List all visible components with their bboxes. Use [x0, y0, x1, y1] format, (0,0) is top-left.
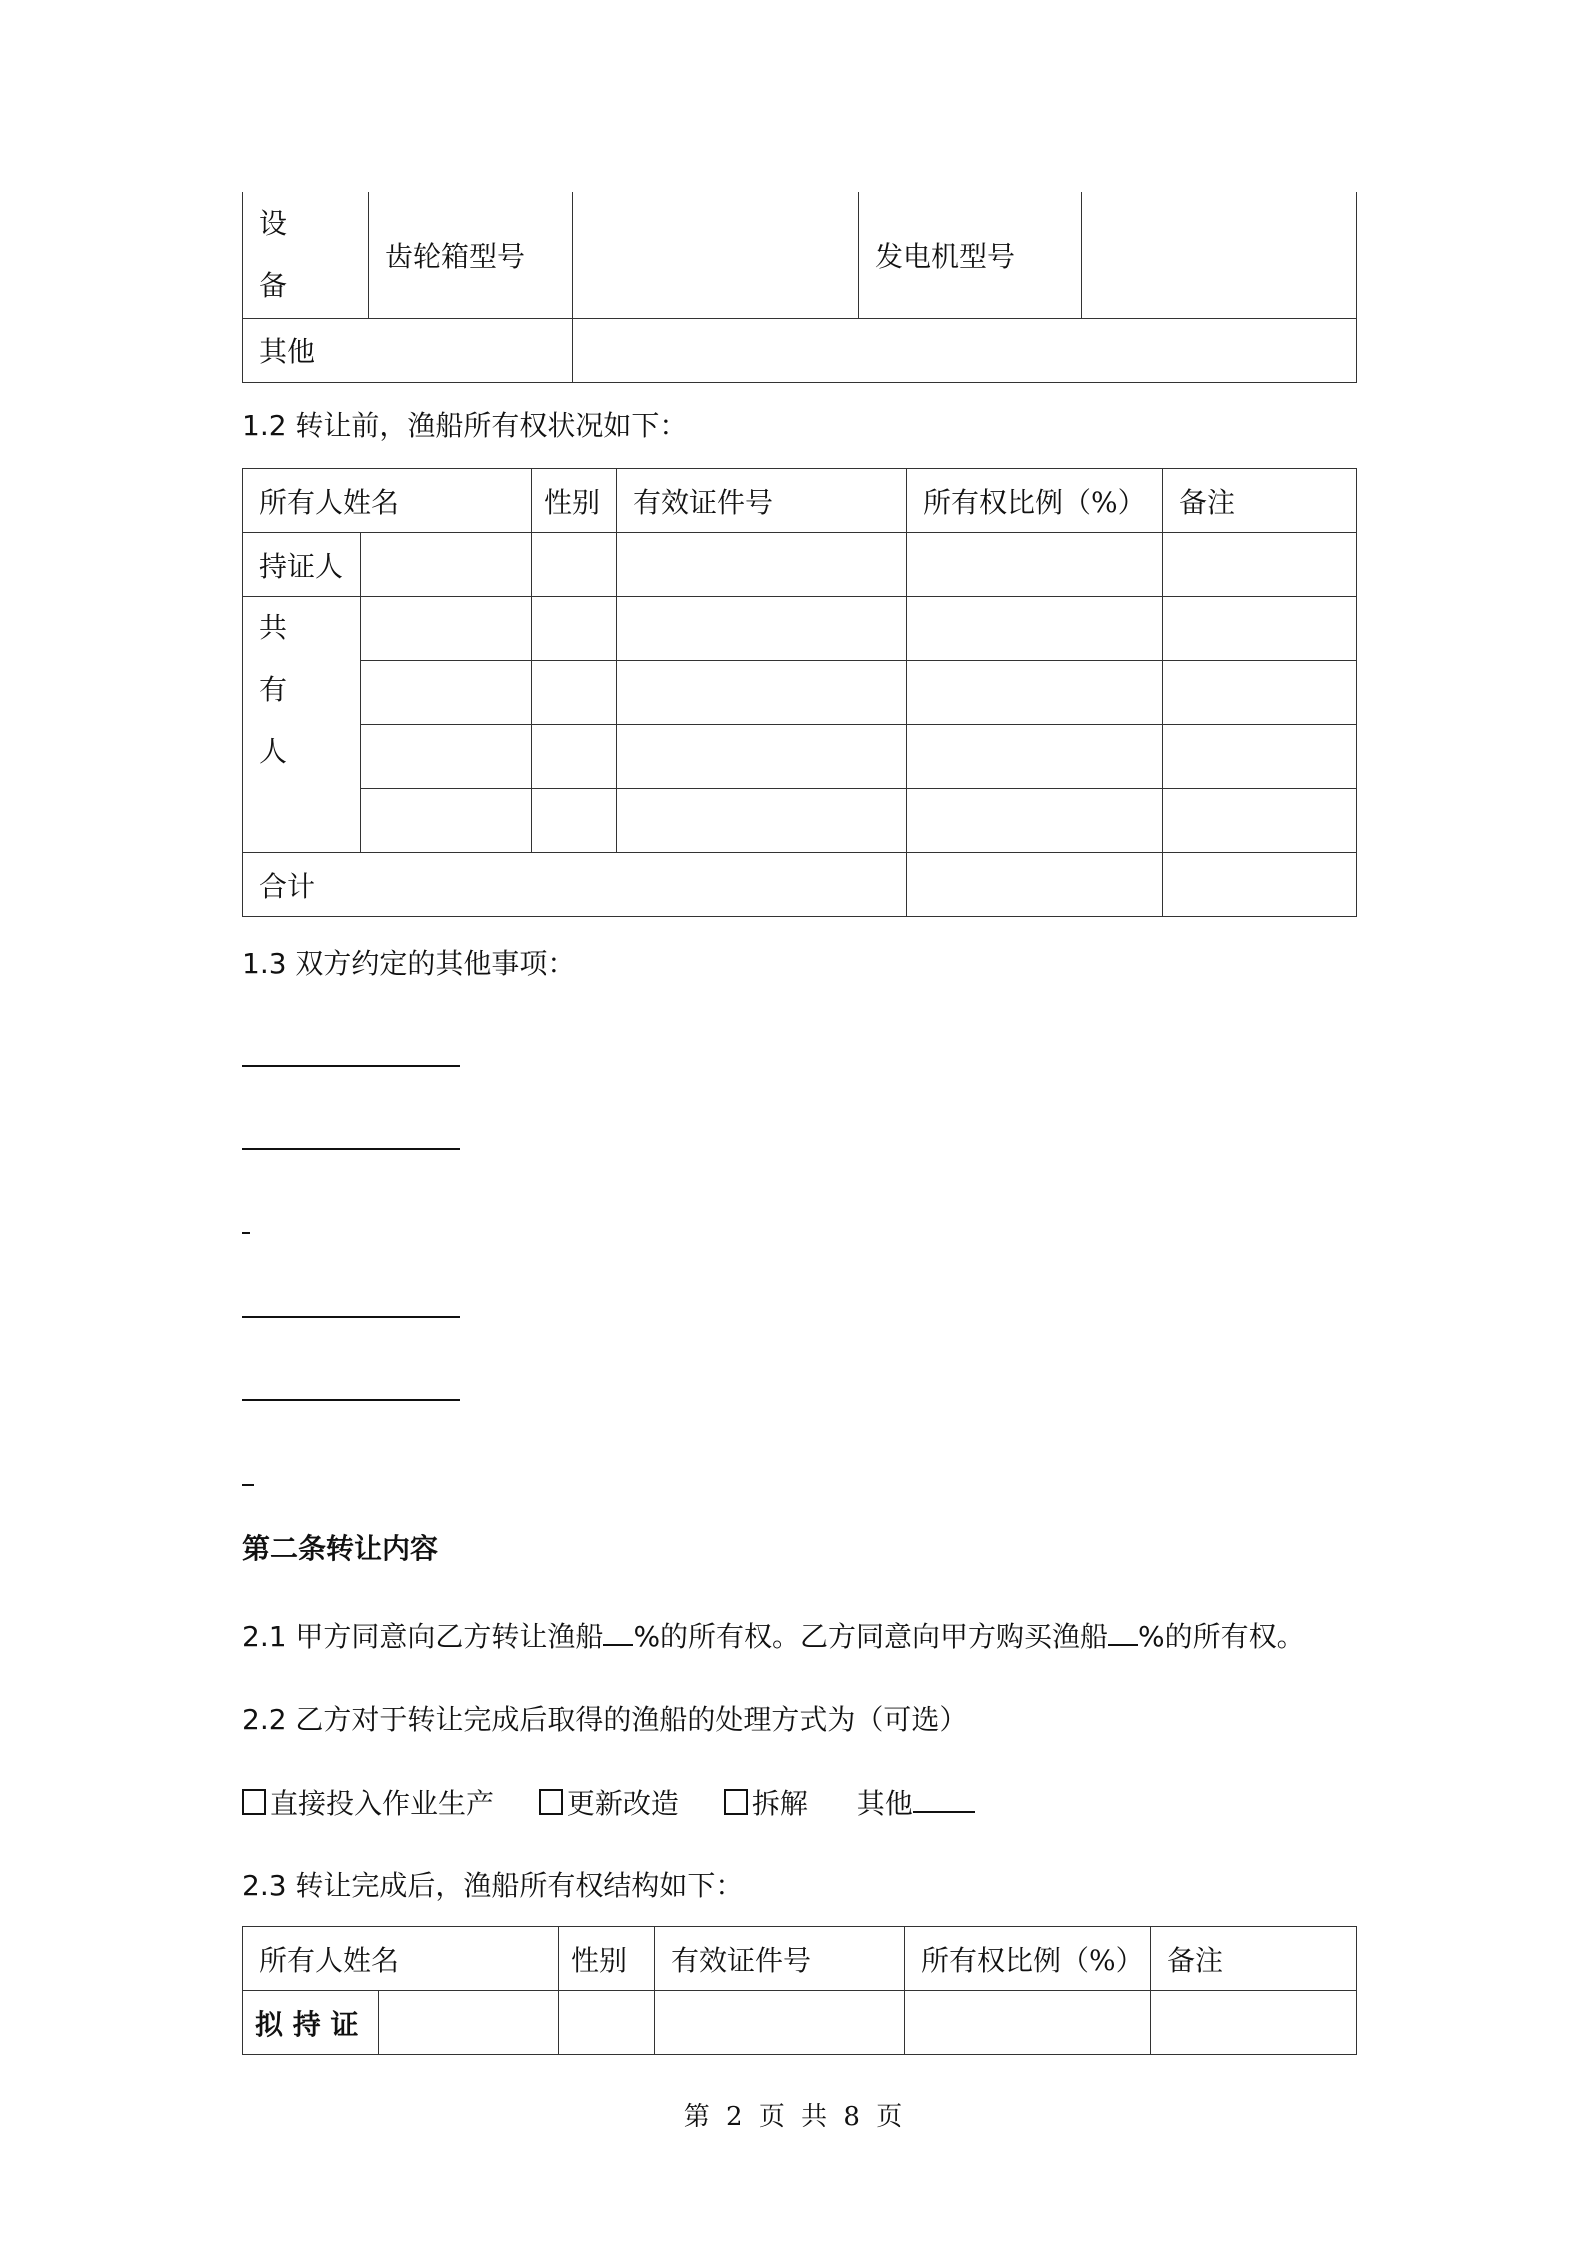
holder-gender-cell[interactable]: [532, 533, 617, 597]
co-owner-gender-cell[interactable]: [532, 725, 617, 789]
holder-label: 持证人: [243, 533, 361, 597]
holder-name-cell[interactable]: [361, 533, 532, 597]
header-ownership-ratio: 所有权比例（%）: [907, 469, 1163, 533]
co-owner-id-cell[interactable]: [617, 661, 907, 725]
co-owner-id-cell[interactable]: [617, 725, 907, 789]
co-owner-id-cell[interactable]: [617, 789, 907, 853]
purchase-percent-blank[interactable]: [1108, 1618, 1138, 1646]
blank-line[interactable]: [242, 1148, 460, 1150]
gearbox-model-label: 齿轮箱型号: [369, 192, 573, 318]
header-remarks: 备注: [1163, 469, 1357, 533]
header-remarks: 备注: [1151, 1927, 1357, 1991]
option-direct-production[interactable]: 直接投入作业生产: [242, 1787, 494, 1820]
clause-2-1: 2.1 甲方同意向乙方转让渔船 %的所有权。乙方同意向甲方购买渔船 %的所有权。: [242, 1620, 1305, 1653]
gearbox-model-cell[interactable]: [573, 192, 859, 318]
holder-ratio-cell[interactable]: [907, 533, 1163, 597]
blank-line-marker: [242, 1232, 250, 1234]
header-gender: 性别: [532, 469, 617, 533]
proposed-holder-ratio-cell[interactable]: [905, 1991, 1151, 2055]
co-owner-remarks-cell[interactable]: [1163, 725, 1357, 789]
other-cell[interactable]: [573, 318, 1357, 382]
co-owner-gender-cell[interactable]: [532, 789, 617, 853]
header-ownership-ratio: 所有权比例（%）: [905, 1927, 1151, 1991]
proposed-holder-remarks-cell[interactable]: [1151, 1991, 1357, 2055]
ownership-before-table: [242, 468, 1357, 917]
equipment-label: 设 备: [243, 192, 369, 318]
co-owner-gender-cell[interactable]: [532, 597, 617, 661]
blank-line[interactable]: [242, 1399, 460, 1401]
option-dismantle[interactable]: 拆解: [724, 1787, 808, 1820]
co-owner-name-cell[interactable]: [361, 725, 532, 789]
proposed-holder-label: 拟 持 证: [243, 1991, 379, 2055]
co-owner-name-cell[interactable]: [361, 789, 532, 853]
other-option-blank[interactable]: [913, 1785, 975, 1813]
co-owner-name-cell[interactable]: [361, 661, 532, 725]
checkbox-icon[interactable]: [539, 1789, 563, 1815]
other-label: 其他: [243, 318, 573, 382]
co-owner-label: 共 有 人: [243, 597, 361, 853]
disposal-options: [242, 1782, 975, 1822]
blank-line[interactable]: [242, 1316, 460, 1318]
holder-remarks-cell[interactable]: [1163, 533, 1357, 597]
proposed-holder-id-cell[interactable]: [655, 1991, 905, 2055]
co-owner-name-cell[interactable]: [361, 597, 532, 661]
checkbox-icon[interactable]: [724, 1789, 748, 1815]
checkbox-icon[interactable]: [242, 1789, 266, 1815]
co-owner-ratio-cell[interactable]: [907, 789, 1163, 853]
co-owner-ratio-cell[interactable]: [907, 661, 1163, 725]
co-owner-gender-cell[interactable]: [532, 661, 617, 725]
transfer-percent-blank[interactable]: [603, 1618, 633, 1646]
total-ratio-cell[interactable]: [907, 853, 1163, 917]
co-owner-ratio-cell[interactable]: [907, 725, 1163, 789]
co-owner-ratio-cell[interactable]: [907, 597, 1163, 661]
header-owner-name: 所有人姓名: [243, 1927, 559, 1991]
clause-2-2: 2.2 乙方对于转让完成后取得的渔船的处理方式为（可选）: [242, 1703, 968, 1736]
option-other-label: 其他: [856, 1787, 913, 1820]
proposed-holder-gender-cell[interactable]: [559, 1991, 655, 2055]
equipment-table: [242, 192, 1357, 383]
header-owner-name: 所有人姓名: [243, 469, 532, 533]
header-gender: 性别: [559, 1927, 655, 1991]
holder-id-cell[interactable]: [617, 533, 907, 597]
section-1-2-heading: 1.2 转让前，渔船所有权状况如下：: [242, 409, 688, 442]
co-owner-remarks-cell[interactable]: [1163, 597, 1357, 661]
header-id-number: 有效证件号: [617, 469, 907, 533]
blank-line[interactable]: [242, 1065, 460, 1067]
generator-model-label: 发电机型号: [859, 192, 1082, 318]
header-id-number: 有效证件号: [655, 1927, 905, 1991]
co-owner-remarks-cell[interactable]: [1163, 661, 1357, 725]
section-1-3-heading: 1.3 双方约定的其他事项：: [242, 947, 576, 980]
total-label: 合计: [243, 853, 907, 917]
article-2-title: 第二条转让内容: [242, 1532, 439, 1565]
option-renovation[interactable]: 更新改造: [539, 1787, 679, 1820]
page-footer: 第 2 页 共 8 页: [683, 2102, 903, 2132]
generator-model-cell[interactable]: [1082, 192, 1357, 318]
blank-line-marker: [242, 1484, 254, 1486]
total-remarks-cell[interactable]: [1163, 853, 1357, 917]
ownership-after-table: [242, 1926, 1357, 2055]
co-owner-remarks-cell[interactable]: [1163, 789, 1357, 853]
co-owner-id-cell[interactable]: [617, 597, 907, 661]
clause-2-3: 2.3 转让完成后，渔船所有权结构如下：: [242, 1869, 744, 1902]
proposed-holder-name-cell[interactable]: [379, 1991, 559, 2055]
